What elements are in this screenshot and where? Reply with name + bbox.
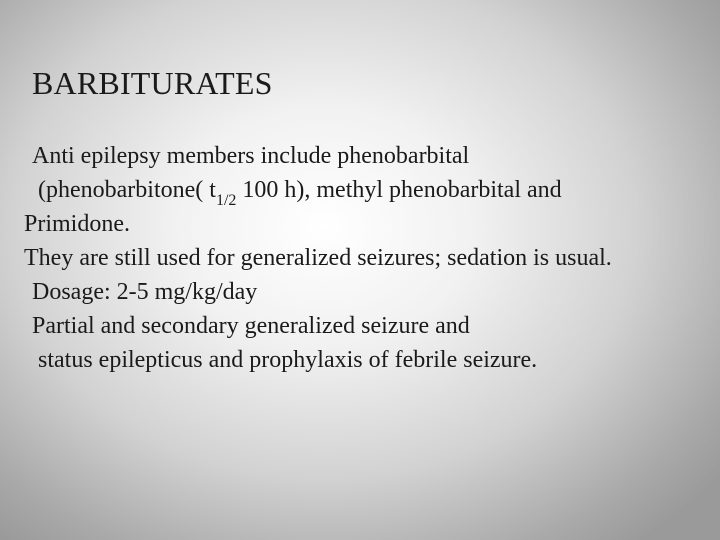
body-line-status-epilepticus: status epilepticus and prophylaxis of febrile seizure. — [38, 347, 538, 373]
body-line-phenobarbitone-text: (phenobarbitone( t — [38, 177, 216, 203]
body-line-members: Anti epilepsy members include phenobarbital — [32, 143, 470, 169]
body-line-dosage: Dosage: 2-5 mg/kg/day — [32, 279, 258, 305]
body-line-usage: They are still used for generalized seizures; sedation is usual. — [24, 245, 612, 271]
body-line-primidone: Primidone. — [24, 211, 130, 237]
body-line-indications: Partial and secondary generalized seizure and — [32, 313, 470, 339]
half-life-subscript: 1/2 — [215, 192, 237, 209]
body-line-phenobarbitone — [38, 175, 562, 208]
slide-title: BARBITURATES — [32, 65, 273, 101]
body-line-phenobarbitone-rest: 100 h), methyl phenobarbital and — [236, 177, 562, 203]
